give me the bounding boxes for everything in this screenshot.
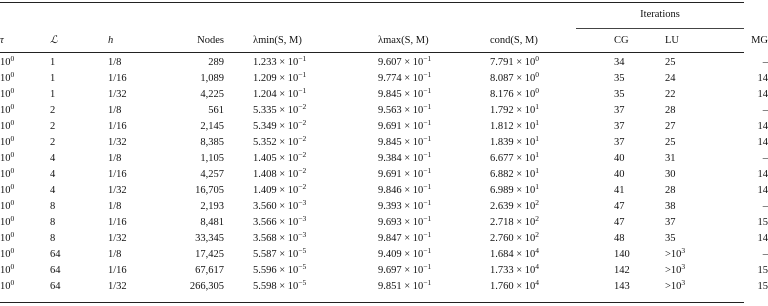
cell-tau: $10^0$ (0, 166, 15, 180)
cell-lambda-max: $9.846 \times 10^{-1}$ (378, 182, 432, 196)
cell-cond: $2.718 \times 10^2$ (490, 214, 540, 228)
cell-lambda-max: $9.691 \times 10^{-1}$ (378, 118, 432, 132)
table-row (0, 151, 768, 167)
cell-cond: $6.882 \times 10^1$ (490, 166, 540, 180)
cell-lu: 38 (665, 201, 676, 212)
cell-cg: 41 (614, 185, 625, 196)
cell-h: 1/16 (108, 73, 127, 84)
cell-level: 2 (50, 105, 56, 116)
table-row (0, 71, 768, 87)
cell-cg: 47 (614, 201, 625, 212)
table-row (0, 103, 768, 119)
cell-cg: 37 (614, 137, 625, 148)
cell-lambda-min: $3.560 \times 10^{-3}$ (253, 198, 307, 212)
cell-nodes: 4,257 (200, 169, 224, 180)
cell-h: 1/32 (108, 185, 127, 196)
cell-lu: $>10^3$ (665, 262, 686, 276)
cell-level: 4 (50, 169, 56, 180)
cell-tau: $10^0$ (0, 278, 15, 292)
header-mg: MG (751, 35, 768, 46)
cell-lambda-max: $9.845 \times 10^{-1}$ (378, 86, 432, 100)
table-row (0, 215, 768, 231)
cell-mg: – (762, 57, 768, 68)
cell-level: 8 (50, 201, 56, 212)
cell-h: 1/8 (108, 249, 122, 260)
cell-lambda-min: $1.209 \times 10^{-1}$ (253, 70, 307, 84)
cell-cond: $1.792 \times 10^1$ (490, 102, 540, 116)
cell-mg: – (762, 153, 768, 164)
cell-nodes: 266,305 (189, 281, 224, 292)
cell-h: 1/16 (108, 265, 127, 276)
cell-nodes: 8,385 (200, 137, 224, 148)
cell-level: 8 (50, 233, 56, 244)
table-row (0, 167, 768, 183)
column-header-row (0, 32, 768, 50)
cell-level: 8 (50, 217, 56, 228)
cell-lu: 28 (665, 105, 676, 116)
cell-nodes: 33,345 (195, 233, 224, 244)
cell-tau: $10^0$ (0, 182, 15, 196)
cell-lambda-max: $9.691 \times 10^{-1}$ (378, 166, 432, 180)
cell-nodes: 17,425 (195, 249, 224, 260)
cell-lambda-min: $5.335 \times 10^{-2}$ (253, 102, 307, 116)
header-h: h (108, 35, 114, 46)
cell-cg: 140 (614, 249, 630, 260)
cell-h: 1/32 (108, 89, 127, 100)
cell-tau: $10^0$ (0, 198, 15, 212)
iterations-group-rule (576, 28, 744, 29)
bottom-rule (0, 302, 744, 303)
cell-nodes: 1,089 (200, 73, 224, 84)
table-row (0, 87, 768, 103)
cell-cg: 37 (614, 121, 625, 132)
cell-level: 1 (50, 57, 56, 68)
cell-lambda-max: $9.845 \times 10^{-1}$ (378, 134, 432, 148)
table-row (0, 183, 768, 199)
cell-cond: $2.639 \times 10^2$ (490, 198, 540, 212)
results-table (0, 32, 768, 295)
iterations-group-header: Iterations (640, 9, 680, 20)
cell-mg: 14 (757, 73, 768, 84)
header-level: ℒ (50, 35, 58, 46)
cell-lambda-min: $1.405 \times 10^{-2}$ (253, 150, 307, 164)
cell-tau: $10^0$ (0, 102, 15, 116)
cell-nodes: 1,105 (200, 153, 224, 164)
cell-h: 1/8 (108, 153, 122, 164)
top-rule (0, 2, 744, 3)
cell-level: 64 (50, 281, 61, 292)
cell-level: 4 (50, 153, 56, 164)
table-row (0, 50, 768, 71)
cell-tau: $10^0$ (0, 262, 15, 276)
cell-cond: $1.812 \times 10^1$ (490, 118, 540, 132)
cell-cond: $1.839 \times 10^1$ (490, 134, 540, 148)
cell-cg: 35 (614, 89, 625, 100)
cell-level: 1 (50, 73, 56, 84)
cell-cond: $6.989 \times 10^1$ (490, 182, 540, 196)
cell-lambda-max: $9.847 \times 10^{-1}$ (378, 230, 432, 244)
cell-cond: $6.677 \times 10^1$ (490, 150, 540, 164)
cell-cg: 48 (614, 233, 625, 244)
header-cond: cond(S, M) (490, 35, 538, 46)
cell-mg: 14 (757, 137, 768, 148)
cell-h: 1/32 (108, 137, 127, 148)
cell-mg: 15 (757, 265, 768, 276)
table-row (0, 119, 768, 135)
cell-nodes: 289 (208, 57, 224, 68)
cell-lambda-min: $1.233 \times 10^{-1}$ (253, 54, 307, 68)
header-cg: CG (614, 35, 629, 46)
header-nodes: Nodes (197, 35, 224, 46)
table-body (0, 50, 768, 295)
cell-h: 1/8 (108, 57, 122, 68)
cell-nodes: 4,225 (200, 89, 224, 100)
header-tau: τ (0, 35, 4, 46)
cell-cond: $8.087 \times 10^0$ (490, 70, 540, 84)
cell-lu: 25 (665, 57, 676, 68)
cell-lu: 31 (665, 153, 676, 164)
cell-mg: 14 (757, 89, 768, 100)
cell-mg: – (762, 105, 768, 116)
cell-tau: $10^0$ (0, 86, 15, 100)
cell-mg: 15 (757, 217, 768, 228)
cell-lambda-max: $9.693 \times 10^{-1}$ (378, 214, 432, 228)
cell-lu: 24 (665, 73, 676, 84)
cell-h: 1/32 (108, 281, 127, 292)
cell-tau: $10^0$ (0, 54, 15, 68)
table-row (0, 247, 768, 263)
cell-level: 4 (50, 185, 56, 196)
cell-lambda-max: $9.384 \times 10^{-1}$ (378, 150, 432, 164)
cell-level: 64 (50, 249, 61, 260)
cell-lu: 30 (665, 169, 676, 180)
table-row (0, 135, 768, 151)
cell-lu: $>10^3$ (665, 246, 686, 260)
cell-cond: $2.760 \times 10^2$ (490, 230, 540, 244)
cell-h: 1/8 (108, 105, 122, 116)
cell-tau: $10^0$ (0, 150, 15, 164)
cell-cg: 35 (614, 73, 625, 84)
cell-cond: $1.733 \times 10^4$ (490, 262, 540, 276)
cell-lambda-min: $1.204 \times 10^{-1}$ (253, 86, 307, 100)
cell-cg: 143 (614, 281, 630, 292)
cell-lambda-max: $9.697 \times 10^{-1}$ (378, 262, 432, 276)
cell-lambda-min: $3.568 \times 10^{-3}$ (253, 230, 307, 244)
cell-cond: $1.684 \times 10^4$ (490, 246, 540, 260)
cell-lambda-max: $9.607 \times 10^{-1}$ (378, 54, 432, 68)
cell-cg: 47 (614, 217, 625, 228)
cell-h: 1/16 (108, 169, 127, 180)
cell-lambda-max: $9.393 \times 10^{-1}$ (378, 198, 432, 212)
cell-nodes: 8,481 (200, 217, 224, 228)
table-row (0, 263, 768, 279)
cell-lambda-min: $1.408 \times 10^{-2}$ (253, 166, 307, 180)
header-lu: LU (665, 35, 679, 46)
cell-h: 1/8 (108, 201, 122, 212)
cell-nodes: 2,145 (200, 121, 224, 132)
cell-lambda-max: $9.563 \times 10^{-1}$ (378, 102, 432, 116)
cell-tau: $10^0$ (0, 230, 15, 244)
cell-tau: $10^0$ (0, 70, 15, 84)
cell-h: 1/16 (108, 121, 127, 132)
cell-h: 1/16 (108, 217, 127, 228)
cell-lambda-max: $9.774 \times 10^{-1}$ (378, 70, 432, 84)
cell-lambda-max: $9.851 \times 10^{-1}$ (378, 278, 432, 292)
cell-lambda-min: $5.598 \times 10^{-5}$ (253, 278, 307, 292)
cell-lambda-max: $9.409 \times 10^{-1}$ (378, 246, 432, 260)
cell-lu: 35 (665, 233, 676, 244)
cell-lambda-min: $5.596 \times 10^{-5}$ (253, 262, 307, 276)
cell-cg: 40 (614, 153, 625, 164)
cell-lu: 27 (665, 121, 676, 132)
cell-tau: $10^0$ (0, 246, 15, 260)
cell-cond: $8.176 \times 10^0$ (490, 86, 540, 100)
cell-level: 2 (50, 137, 56, 148)
cell-mg: 14 (757, 185, 768, 196)
cell-nodes: 2,193 (200, 201, 224, 212)
cell-cg: 37 (614, 105, 625, 116)
cell-lambda-min: $5.349 \times 10^{-2}$ (253, 118, 307, 132)
cell-mg: 15 (757, 281, 768, 292)
cell-lu: 25 (665, 137, 676, 148)
header-lambda-min: λmin(S, M) (253, 35, 302, 46)
cell-mg: – (762, 249, 768, 260)
cell-cg: 142 (614, 265, 630, 276)
cell-lambda-min: $5.587 \times 10^{-5}$ (253, 246, 307, 260)
header-lambda-max: λmax(S, M) (378, 35, 429, 46)
cell-mg: 14 (757, 169, 768, 180)
table-row (0, 231, 768, 247)
cell-nodes: 16,705 (195, 185, 224, 196)
cell-mg: 14 (757, 121, 768, 132)
cell-level: 1 (50, 89, 56, 100)
cell-level: 2 (50, 121, 56, 132)
cell-tau: $10^0$ (0, 214, 15, 228)
cell-cg: 34 (614, 57, 625, 68)
cell-cond: $7.791 \times 10^0$ (490, 54, 540, 68)
cell-lu: 22 (665, 89, 676, 100)
cell-lambda-min: $1.409 \times 10^{-2}$ (253, 182, 307, 196)
cell-cond: $1.760 \times 10^4$ (490, 278, 540, 292)
cell-lu: 37 (665, 217, 676, 228)
cell-level: 64 (50, 265, 61, 276)
cell-lu: $>10^3$ (665, 278, 686, 292)
cell-lambda-min: $5.352 \times 10^{-2}$ (253, 134, 307, 148)
cell-nodes: 67,617 (195, 265, 224, 276)
cell-tau: $10^0$ (0, 134, 15, 148)
cell-mg: – (762, 201, 768, 212)
cell-lu: 28 (665, 185, 676, 196)
cell-lambda-min: $3.566 \times 10^{-3}$ (253, 214, 307, 228)
cell-mg: 14 (757, 233, 768, 244)
table-row (0, 279, 768, 295)
cell-h: 1/32 (108, 233, 127, 244)
cell-tau: $10^0$ (0, 118, 15, 132)
table-row (0, 199, 768, 215)
cell-cg: 40 (614, 169, 625, 180)
cell-nodes: 561 (208, 105, 224, 116)
